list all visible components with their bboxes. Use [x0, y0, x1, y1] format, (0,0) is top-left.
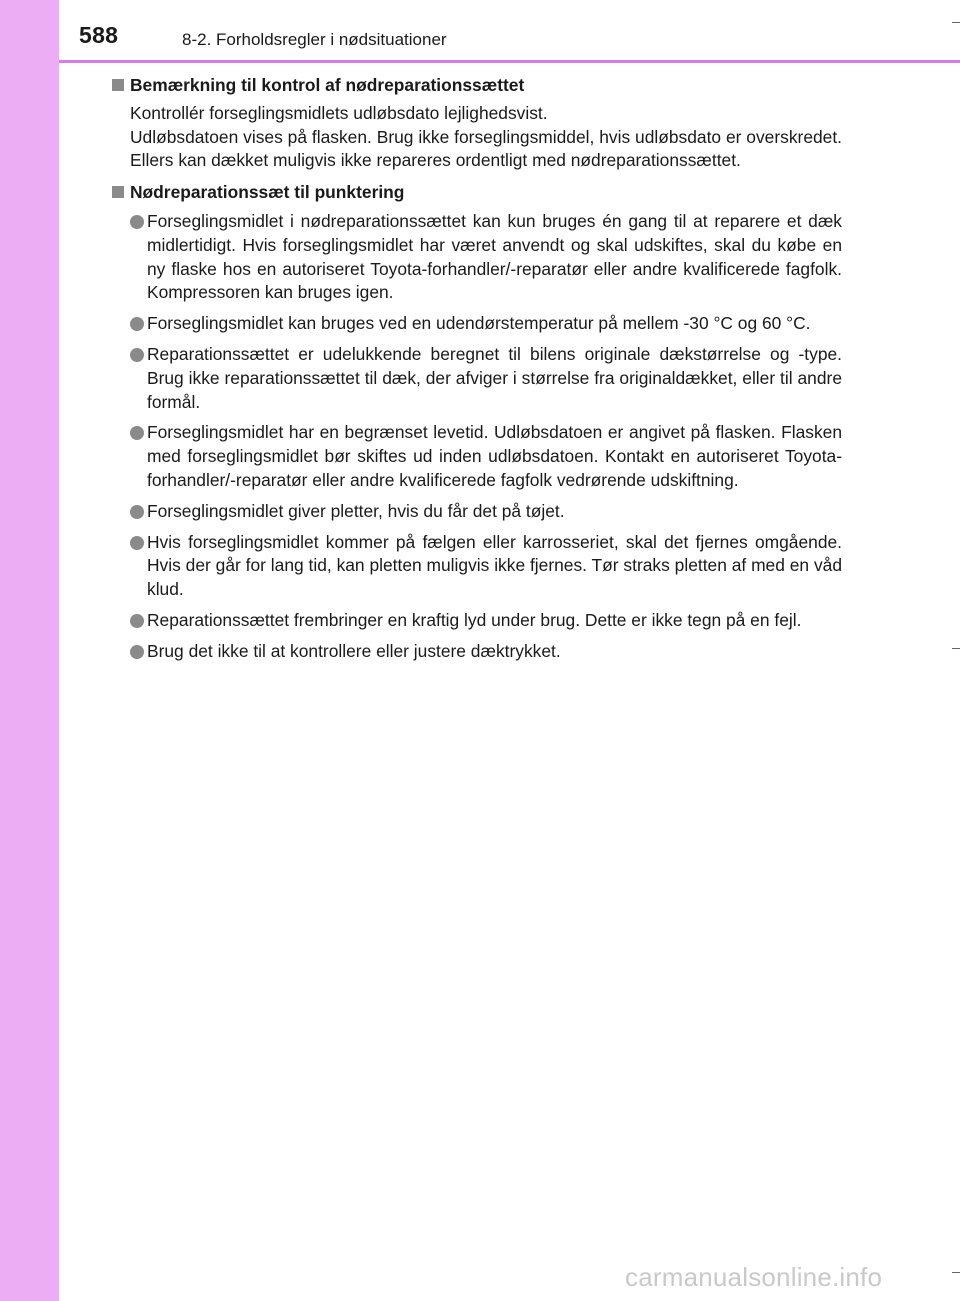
paragraph: Kontrollér forseglingsmidlets udløbsdato lejlighedsvist. [130, 102, 548, 123]
page-number: 588 [79, 22, 119, 48]
circle-bullet-icon [130, 505, 144, 519]
crop-mark [952, 1272, 960, 1273]
page-header [59, 0, 960, 62]
circle-bullet-icon [130, 614, 144, 628]
list-item-text: Reparationssættet frembringer en kraftig lyd under brug. Dette er ikke tegn på en fejl. [147, 609, 802, 630]
list-item-text: Hvis forseglingsmidlet kommer på fælgen eller karrosseriet, skal det fjernes omgående. Hvis der går for lang tid, kan pletten muligvis ikke fjernes. Tør straks pletten af med en våd klud. [147, 531, 842, 600]
list-item [130, 640, 842, 664]
list-item-text: Forseglingsmidlet kan bruges ved en udendørstemperatur på mellem -30 °C og 60 °C. [147, 313, 811, 334]
list-item [130, 312, 842, 336]
chapter-side-tab [0, 0, 59, 1301]
circle-bullet-icon [130, 215, 144, 229]
circle-bullet-icon [130, 317, 144, 331]
list-item-text: Reparationssættet er udelukkende beregnet til bilens originale dækstørrelse og -type. Brug ikke reparationssættet til dæk, der afviger i størrelse fra originaldækket, eller til andre formål. [147, 343, 842, 412]
list-item [130, 609, 842, 633]
section-puncture-kit [112, 181, 842, 663]
circle-bullet-icon [130, 348, 144, 362]
paragraph: Udløbsdatoen vises på flasken. Brug ikke forseglingsmiddel, hvis udløbsdato er overskredet. Ellers kan dækket muligvis ikke repareres ordentligt med nødreparationssættet. [130, 126, 842, 171]
circle-bullet-icon [130, 426, 144, 440]
list-item-text: Forseglingsmidlet giver pletter, hvis du får det på tøjet. [147, 500, 565, 521]
section-body [112, 102, 842, 173]
list-item [130, 343, 842, 414]
section-heading [112, 181, 842, 205]
list-item-text: Brug det ikke til at kontrollere eller justere dæktrykket. [147, 640, 561, 661]
section-heading [112, 74, 842, 98]
square-bullet-icon [112, 79, 124, 91]
crop-mark [952, 22, 960, 23]
circle-bullet-icon [130, 645, 144, 659]
list-item [130, 210, 842, 305]
bullet-list [112, 210, 842, 664]
page-content [112, 74, 842, 672]
section-kit-check-note [112, 74, 842, 173]
list-item [130, 421, 842, 492]
section-heading-text: Bemærkning til kontrol af nødreparationssættet [130, 75, 525, 95]
list-item [130, 500, 842, 524]
square-bullet-icon [112, 186, 124, 198]
list-item-text: Forseglingsmidlet i nødreparationssættet kan kun bruges én gang til at reparere et dæk midlertidigt. Hvis forseglingsmidlet har været anvendt og skal udskiftes, skal du købe en ny flaske hos en autoriseret Toyota-forhandler/-reparatør eller andre kvalificerede fagfolk. Kompressoren kan bruges igen. [147, 210, 842, 303]
circle-bullet-icon [130, 536, 144, 550]
list-item [130, 531, 842, 602]
section-heading-text: Nødreparationssæt til punktering [130, 182, 405, 203]
section-title: 8-2. Forholdsregler i nødsituationer [182, 30, 447, 49]
crop-mark [952, 648, 960, 649]
header-rule [59, 60, 960, 63]
watermark[interactable]: carmanualsonline.info [625, 1262, 883, 1292]
list-item-text: Forseglingsmidlet har en begrænset levetid. Udløbsdatoen er angivet på flasken. Flasken med forseglingsmidlet bør skiftes ud inden udløbsdatoen. Kontakt en autoriseret Toyota-forhandler/-reparatør eller andre kvalificerede fagfolk vedrørende udskiftning. [147, 422, 842, 490]
